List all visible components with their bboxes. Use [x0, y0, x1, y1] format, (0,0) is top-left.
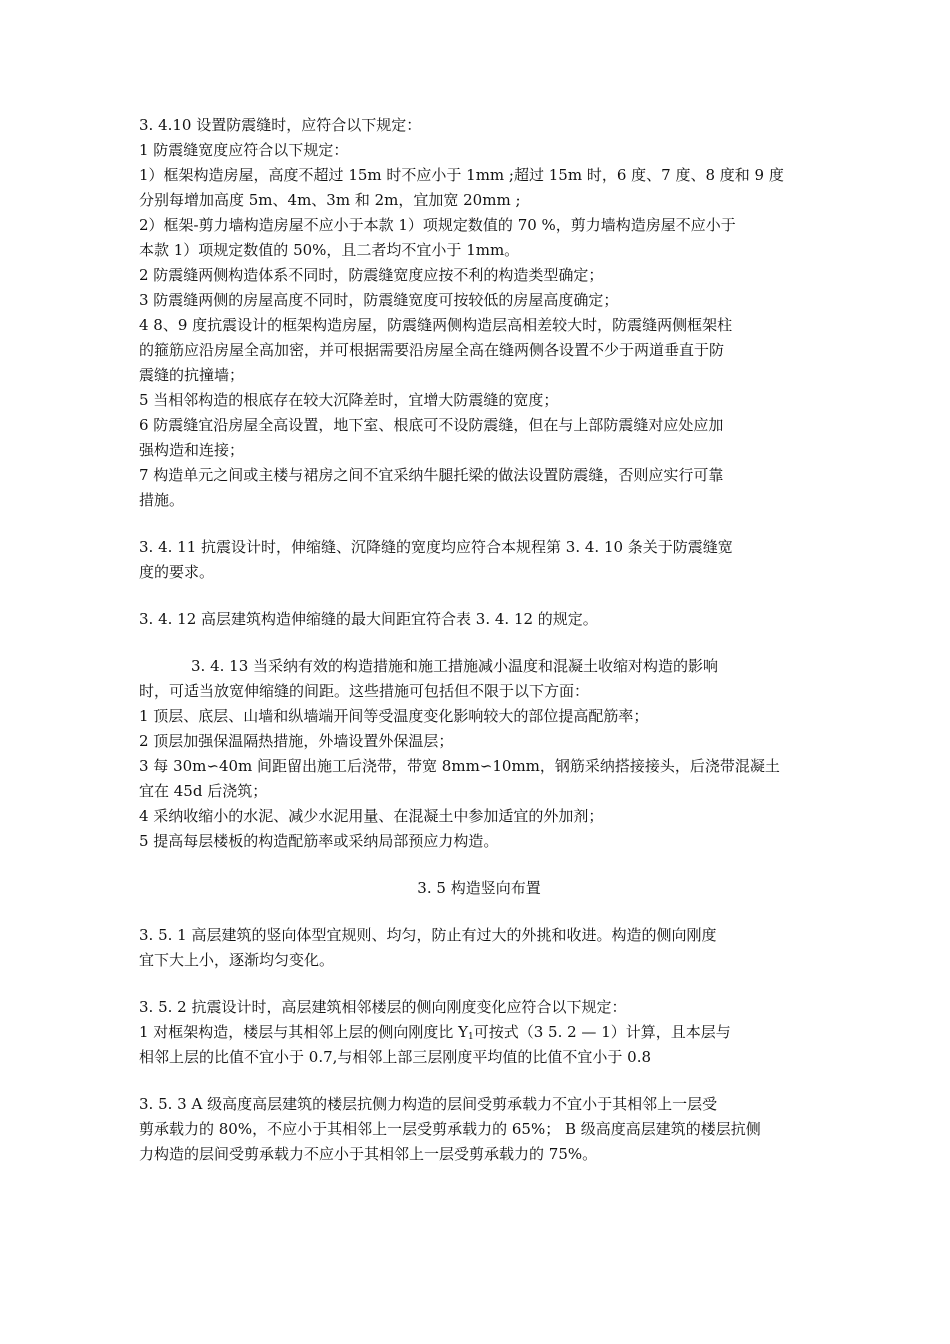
- paragraph-gap: [139, 585, 819, 607]
- text-line: 1）框架构造房屋，高度不超过 15m 时不应小于 1mm ;超过 15m 时，6 度、7 度、8 度和 9 度: [139, 166, 784, 184]
- paragraph-gap: [139, 513, 819, 535]
- section-heading: 3. 5 构造竖向布置: [417, 879, 541, 897]
- text-line: 4 8、9 度抗震设计的框架构造房屋，防震缝两侧构造层高相差较大时，防震缝两侧框架柱: [139, 316, 733, 334]
- text-line: 分别每增加高度 5m、4m、3m 和 2m，宜加宽 20mm ;: [139, 191, 521, 209]
- text-line: 本款 1）项规定数值的 50%，且二者均不宜小于 1mm。: [139, 241, 520, 259]
- clause-heading: 3. 5. 1 高层建筑的竖向体型宜规则、均匀，防止有过大的外挑和收进。构造的侧向刚度: [139, 926, 717, 944]
- text-line: 的箍筋应沿房屋全高加密，并可根据需要沿房屋全高在缝两侧各设置不少于两道垂直于防: [139, 341, 725, 359]
- text-line: 相邻上层的比值不宜小于 0.7,与相邻上部三层刚度平均值的比值不宜小于 0.8: [139, 1048, 652, 1066]
- clause-3-4-11: [139, 535, 819, 585]
- text-fragment: 可按式（3 5. 2 — 1）计算，且本层与: [473, 1023, 731, 1041]
- paragraph-gap: [139, 632, 819, 654]
- text-line: 1 顶层、底层、山墙和纵墙端开间等受温度变化影响较大的部位提高配筋率；: [139, 707, 649, 725]
- clause-3-4-10: [139, 113, 819, 513]
- clause-heading: 3. 4. 13 当采纳有效的构造措施和施工措施减小温度和混凝土收缩对构造的影响: [191, 657, 719, 675]
- text-line: 6 防震缝宜沿房屋全高设置，地下室、根底可不设防震缝，但在与上部防震缝对应处应加: [139, 416, 724, 434]
- text-line: 3 每 30m∽40m 间距留出施工后浇带，带宽 8mm∽10mm，钢筋采纳搭接接头，后浇带混凝土: [139, 757, 780, 775]
- text-line: 度的要求。: [139, 563, 215, 581]
- text-line: 宜在 45d 后浇筑；: [139, 782, 268, 800]
- document-page: [139, 113, 819, 1167]
- paragraph-gap: [139, 1070, 819, 1092]
- text-line: 2 防震缝两侧构造体系不同时，防震缝宽度应按不利的构造类型确定；: [139, 266, 604, 284]
- text-line: 强构造和连接；: [139, 441, 245, 459]
- text-line: 剪承载力的 80%，不应小于其相邻上一层受剪承载力的 65%； B 级高度高层建筑的楼层抗侧: [139, 1120, 761, 1138]
- clause-heading: 3. 5. 3 A 级高度高层建筑的楼层抗侧力构造的层间受剪承载力不宜小于其相邻上一层受: [139, 1095, 718, 1113]
- text-line: 5 提高每层楼板的构造配筋率或采纳局部预应力构造。: [139, 832, 499, 850]
- text-line: 1 防震缝宽度应符合以下规定：: [139, 141, 349, 159]
- clause-3-5-1: [139, 923, 819, 973]
- text-line: 时，可适当放宽伸缩缝的间距。这些措施可包括但不限于以下方面：: [139, 682, 590, 700]
- text-line: 震缝的抗撞墙；: [139, 366, 245, 384]
- paragraph-gap: [139, 901, 819, 923]
- clause-3-5-2: [139, 995, 819, 1070]
- clause-heading: 3. 4. 12 高层建筑构造伸缩缝的最大间距宜符合表 3. 4. 12 的规定。: [139, 610, 598, 628]
- text-line: 力构造的层间受剪承载力不应小于其相邻上一层受剪承载力的 75%。: [139, 1145, 598, 1163]
- paragraph-gap: [139, 973, 819, 995]
- text-line: 宜下大上小，逐渐均匀变化。: [139, 951, 335, 969]
- text-line: 7 构造单元之间或主楼与裙房之间不宜采纳牛腿托梁的做法设置防震缝，否则应实行可靠: [139, 466, 724, 484]
- text-line: 5 当相邻构造的根底存在较大沉降差时，宜增大防震缝的宽度；: [139, 391, 559, 409]
- clause-3-4-12: [139, 607, 819, 632]
- text-line: 措施。: [139, 491, 185, 509]
- clause-heading: 3. 5. 2 抗震设计时，高层建筑相邻楼层的侧向刚度变化应符合以下规定：: [139, 998, 627, 1016]
- text-line: [139, 1020, 819, 1045]
- paragraph-gap: [139, 854, 819, 876]
- subscript: 1: [467, 1032, 474, 1042]
- text-line: 4 采纳收缩小的水泥、减少水泥用量、在混凝土中参加适宜的外加剂；: [139, 807, 604, 825]
- clause-heading: 3. 4.10 设置防震缝时，应符合以下规定：: [139, 116, 422, 134]
- clause-3-4-13: [139, 654, 819, 854]
- clause-heading: 3. 4. 11 抗震设计时，伸缩缝、沉降缝的宽度均应符合本规程第 3. 4. 10 条关于防震缝宽: [139, 538, 733, 556]
- text-line: 2）框架-剪力墙构造房屋不应小于本款 1）项规定数值的 70 %，剪力墙构造房屋不应小于: [139, 216, 736, 234]
- text-fragment: 1 对框架构造，楼层与其相邻上层的侧向刚度比 Y: [139, 1023, 468, 1041]
- text-line: 3 防震缝两侧的房屋高度不同时，防震缝宽度可按较低的房屋高度确定；: [139, 291, 619, 309]
- text-line: 2 顶层加强保温隔热措施，外墙设置外保温层；: [139, 732, 454, 750]
- clause-3-5-3: [139, 1092, 819, 1167]
